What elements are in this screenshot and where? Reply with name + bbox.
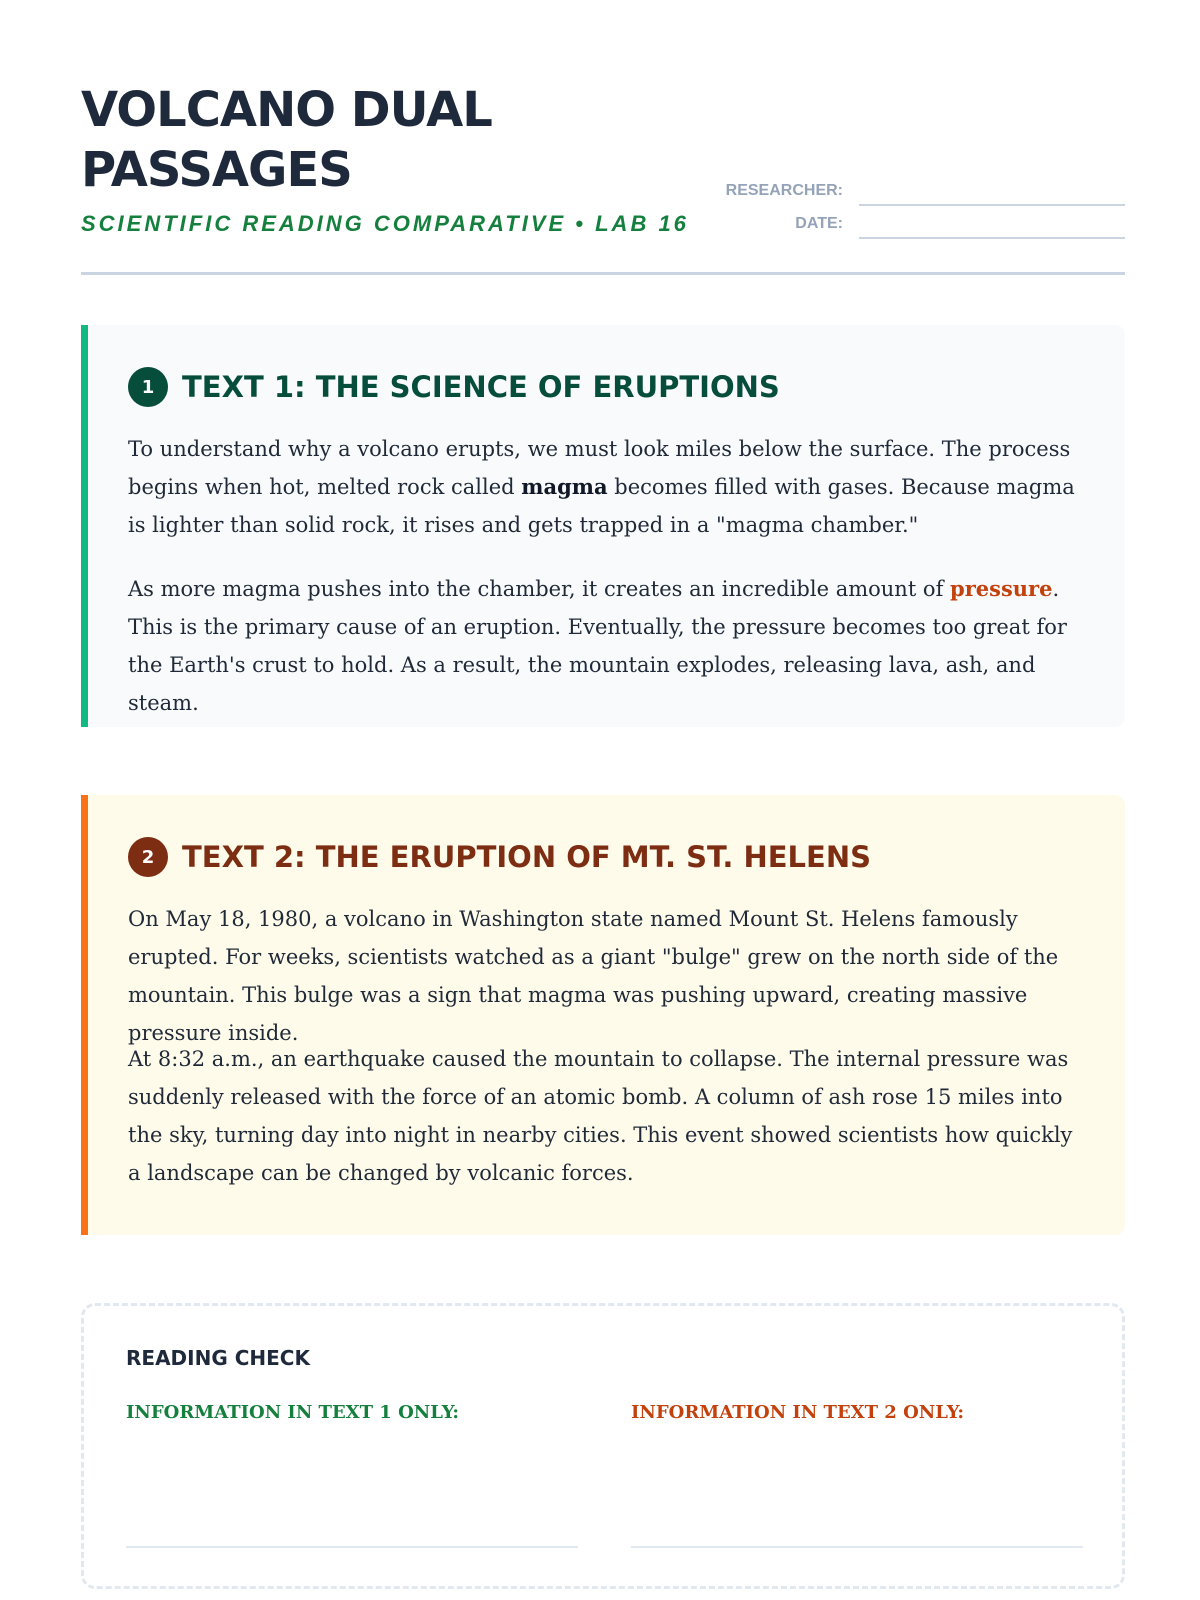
text-1-only-answer-line[interactable] bbox=[126, 1546, 578, 1548]
text-1-p1-start: To understand why a volcano erupts, we must look miles below the surface. The process begins when hot, melted rock called bbox=[128, 437, 1071, 499]
text-1-p2-start: As more magma pushes into the chamber, it creates an incredible amount of bbox=[128, 577, 951, 601]
text-1-p1-end: becomes filled with gases. Because magma is lighter than solid rock, it rises and gets trapped in a "magma chamber." bbox=[128, 475, 1075, 537]
researcher-field[interactable] bbox=[701, 180, 1125, 206]
reading-check-box bbox=[81, 1303, 1125, 1589]
text-1-only-label: INFORMATION IN TEXT 1 ONLY: bbox=[126, 1402, 459, 1423]
text-1-title: TEXT 1: THE SCIENCE OF ERUPTIONS bbox=[182, 370, 780, 404]
text-2-number-badge: 2 bbox=[128, 837, 168, 877]
text-1-p2-end: . This is the primary cause of an eruption. Eventually, the pressure becomes too great for the Earth's crust to hold. As a result, the mountain explodes, releasing lava, ash, and steam. bbox=[128, 577, 1067, 715]
date-input-line[interactable] bbox=[859, 237, 1125, 239]
text-1-paragraph-2 bbox=[128, 570, 1088, 722]
text-2-paragraph-1: On May 18, 1980, a volcano in Washington state named Mount St. Helens famously erupted. For weeks, scientists watched as a giant "bulge" grew on the north side of the mountain. This bulge was a sign that magma was pushing upward, creating massive pressure inside. bbox=[128, 907, 1059, 1045]
title-line-1: VOLCANO DUAL bbox=[81, 82, 492, 138]
text-1-card bbox=[81, 325, 1125, 727]
text-2-only-label: INFORMATION IN TEXT 2 ONLY: bbox=[631, 1402, 964, 1423]
date-label: DATE: bbox=[795, 215, 843, 232]
researcher-label: RESEARCHER: bbox=[725, 182, 843, 199]
date-field[interactable] bbox=[701, 213, 1125, 239]
text-1-heading bbox=[128, 367, 780, 407]
researcher-input-line[interactable] bbox=[859, 204, 1125, 206]
text-2-card bbox=[81, 795, 1125, 1235]
title-line-2: PASSAGES bbox=[81, 142, 352, 198]
worksheet-header bbox=[81, 80, 1125, 275]
reading-check-title: READING CHECK bbox=[126, 1346, 310, 1370]
keyword-pressure: pressure bbox=[950, 576, 1053, 601]
text-2-heading bbox=[128, 837, 871, 877]
page-title bbox=[81, 80, 492, 200]
text-1-number-badge: 1 bbox=[128, 367, 168, 407]
text-2-paragraph-2: At 8:32 a.m., an earthquake caused the mountain to collapse. The internal pressure was suddenly released with the force of an atomic bomb. A column of ash rose 15 miles into the sky, turning day into night in nearby cities. This event showed scientists how quickly a landscape can be changed by volcanic forces. bbox=[128, 1047, 1073, 1185]
text-2-only-answer-line[interactable] bbox=[631, 1546, 1083, 1548]
text-2-title: TEXT 2: THE ERUPTION OF MT. ST. HELENS bbox=[182, 840, 872, 874]
page-subtitle: SCIENTIFIC READING COMPARATIVE • LAB 16 bbox=[81, 211, 689, 236]
keyword-magma: magma bbox=[521, 474, 608, 499]
text-1-paragraph-1 bbox=[128, 430, 1088, 544]
